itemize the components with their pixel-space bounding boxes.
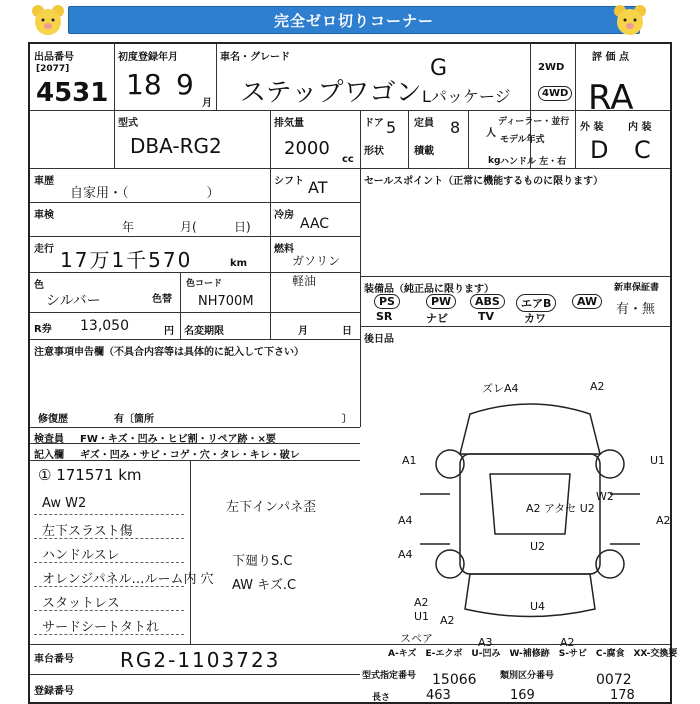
model-label: 型式 bbox=[118, 118, 138, 129]
history-label: 車歴 bbox=[34, 176, 54, 187]
color-value: シルバー bbox=[46, 293, 101, 309]
doors-value: 5 bbox=[386, 118, 397, 137]
damage-mark: A2 bbox=[590, 380, 605, 393]
load-unit: kg bbox=[488, 156, 501, 166]
tax-day: 日 bbox=[342, 326, 352, 337]
equipment-item: PW bbox=[426, 294, 456, 309]
repair-value: 有〔箇所 bbox=[114, 414, 154, 425]
warranty-label: 新車保証書 bbox=[614, 283, 660, 293]
model-cert-value: 15066 bbox=[432, 672, 477, 688]
damage-mark: A2 アタセ U2 bbox=[526, 502, 595, 515]
ext-grade: D bbox=[590, 136, 609, 164]
damage-mark: U1 bbox=[414, 610, 430, 623]
damage-mark: U4 bbox=[530, 600, 546, 613]
ac-value: AAC bbox=[300, 216, 330, 232]
reg-year: 18 bbox=[126, 68, 162, 101]
handwritten-mileage: ① 171571 km bbox=[38, 466, 142, 484]
tax-value: 13,050 bbox=[80, 318, 129, 334]
inspector-items: FW・キズ・凹み・ヒビ割・リペア跡・×要 bbox=[80, 434, 276, 445]
car-name: ステップワゴン bbox=[240, 78, 422, 108]
damage-mark: A2 bbox=[414, 596, 429, 609]
model-year-label: モデル年式 bbox=[500, 135, 545, 145]
damage-mark: ズレA4 bbox=[482, 382, 519, 395]
damage-mark: A3 bbox=[478, 636, 493, 649]
damage-mark: U2 bbox=[530, 540, 546, 553]
score-value: RA bbox=[588, 78, 634, 118]
bear-mascot-icon bbox=[28, 3, 68, 37]
grade-g: G bbox=[430, 56, 448, 81]
inspection-year: 年 bbox=[122, 220, 135, 234]
fuel-gas: ガソリン bbox=[292, 254, 341, 268]
lot-label: 出品番号 bbox=[34, 52, 74, 63]
load-label: 積載 bbox=[414, 146, 434, 157]
equipment-item: AW bbox=[572, 294, 602, 309]
shape-label: 形状 bbox=[364, 146, 384, 157]
handwritten-note: 左下スラスト傷 bbox=[42, 524, 133, 539]
damage-mark: A2 bbox=[440, 614, 455, 627]
inspection-day: 日) bbox=[234, 220, 251, 234]
entry-label: 記入欄 bbox=[34, 450, 64, 461]
color-code: NH700M bbox=[198, 294, 254, 309]
rear-seat-label: 後日品 bbox=[364, 334, 394, 345]
auction-sheet bbox=[28, 42, 678, 704]
shift-label: シフト bbox=[274, 176, 304, 187]
chassis-label: 車台番号 bbox=[34, 654, 74, 665]
int-grade: C bbox=[634, 136, 651, 164]
class-value: 0072 bbox=[596, 672, 632, 688]
mileage-value: 17万1千570 bbox=[60, 248, 193, 272]
handwritten-note: AW キズ.C bbox=[232, 578, 297, 593]
chassis-value: RG2-1103723 bbox=[120, 648, 281, 672]
length-value: 463 bbox=[426, 688, 451, 703]
damage-mark: A4 bbox=[398, 548, 413, 561]
inspection-label: 車検 bbox=[34, 210, 54, 221]
inspector-label: 検査員 bbox=[34, 434, 64, 445]
tax-label: R券 bbox=[34, 324, 52, 335]
handwritten-note: 左下インパネ歪 bbox=[226, 500, 317, 515]
handwritten-note: Aw W2 bbox=[42, 496, 87, 511]
damage-mark: W2 bbox=[596, 490, 614, 503]
length-label: 長さ bbox=[372, 693, 391, 703]
drive-4wd: 4WD bbox=[538, 86, 572, 101]
entry-items: ギズ・凹み・サビ・コゲ・穴・タレ・キレ・破レ bbox=[80, 450, 300, 461]
grade-pkg: Lパッケージ bbox=[422, 87, 511, 106]
damage-mark: A4 bbox=[398, 514, 413, 527]
banner bbox=[0, 0, 700, 40]
sales-point-label: セールスポイント（正常に機能するものに限ります） bbox=[364, 176, 604, 187]
capacity-value: 8 bbox=[450, 118, 461, 137]
bear-mascot-icon bbox=[610, 3, 650, 37]
equipment-item: ABS bbox=[470, 294, 505, 309]
door-label: ドア bbox=[364, 118, 384, 129]
handwritten-note: オレンジパネル…ルーム内 穴 bbox=[42, 572, 214, 587]
damage-legend: A-キズ E-エクボ U-凹み W-補修跡 S-サビ C-腐食 XX-交換要 bbox=[388, 649, 678, 659]
dealer-label: ディーラー・並行 bbox=[498, 117, 570, 127]
handle-label: ハンドル 左・右 bbox=[500, 157, 567, 167]
reg-month-unit: 月 bbox=[202, 98, 212, 109]
damage-mark: A2 bbox=[560, 636, 575, 649]
cap-label: 定員 bbox=[414, 118, 434, 129]
color-code-label: 色コード bbox=[186, 279, 223, 289]
int-label: 内 装 bbox=[628, 122, 652, 133]
drive-2wd: 2WD bbox=[538, 62, 565, 73]
damage-mark: A2 bbox=[656, 514, 671, 527]
handwritten-note: ハンドルスレ bbox=[42, 548, 120, 563]
reg-number-label: 登録番号 bbox=[34, 686, 74, 697]
handwritten-note: 下廻りS.C bbox=[232, 554, 293, 569]
tax-month: 月 bbox=[298, 326, 308, 337]
tax-unit: 円 bbox=[164, 326, 174, 337]
warranty-value: 有・無 bbox=[616, 302, 656, 317]
equipment-item: ナビ bbox=[426, 312, 448, 325]
width-value: 169 bbox=[510, 688, 535, 703]
handwritten-note: サードシートタトれ bbox=[42, 620, 160, 635]
reg-label: 初度登録年月 bbox=[118, 52, 178, 63]
lot-number: 4531 bbox=[36, 78, 109, 108]
mileage-label: 走行 bbox=[34, 244, 54, 255]
fuel-light: 軽油 bbox=[292, 274, 317, 288]
equipment-item: SR bbox=[376, 310, 393, 323]
color-change-label: 色替 bbox=[152, 294, 172, 305]
cap-unit: 人 bbox=[486, 128, 496, 139]
height-value: 178 bbox=[610, 688, 635, 703]
tax-due-label: 名変期限 bbox=[184, 326, 224, 337]
handwritten-note: スタットレス bbox=[42, 596, 120, 611]
damage-mark: スペア bbox=[400, 632, 433, 645]
reg-month: 9 bbox=[176, 68, 194, 101]
equipment-item: エアB bbox=[516, 294, 556, 312]
fuel-label: 燃料 bbox=[274, 244, 294, 255]
mileage-unit: km bbox=[230, 258, 248, 269]
shift-value: AT bbox=[308, 178, 328, 197]
repair-label: 修復歴 bbox=[38, 414, 68, 425]
repair-close: 〕 bbox=[342, 414, 352, 425]
banner-title: 完全ゼロ切りコーナー bbox=[273, 12, 434, 30]
banner-bar bbox=[68, 6, 640, 34]
model-cert-label: 型式指定番号 bbox=[362, 671, 417, 681]
equipment-label: 装備品（純正品に限ります） bbox=[364, 284, 494, 295]
equipment-item: PS bbox=[374, 294, 400, 309]
equipment-item: TV bbox=[478, 310, 495, 323]
color-label: 色 bbox=[34, 280, 44, 291]
name-label: 車名・グレード bbox=[220, 52, 290, 63]
disp-value: 2000 bbox=[284, 138, 330, 159]
ac-label: 冷房 bbox=[274, 210, 294, 221]
inspection-month: 月( bbox=[180, 220, 197, 234]
ext-label: 外 装 bbox=[580, 122, 604, 133]
class-label: 類別区分番号 bbox=[500, 671, 555, 681]
notes-label: 注意事項申告欄（不具合内容等は具体的に記入して下さい） bbox=[34, 347, 304, 358]
model-value: DBA-RG2 bbox=[130, 134, 222, 158]
disp-unit: cc bbox=[342, 154, 354, 165]
equipment-item: カワ bbox=[524, 312, 546, 325]
score-label: 評 価 点 bbox=[592, 52, 629, 63]
lot-sub: [2077] bbox=[36, 64, 70, 74]
disp-label: 排気量 bbox=[274, 118, 304, 129]
damage-mark: A1 bbox=[402, 454, 417, 467]
damage-mark: U1 bbox=[650, 454, 666, 467]
history-value: 自家用・（ ） bbox=[70, 186, 220, 201]
